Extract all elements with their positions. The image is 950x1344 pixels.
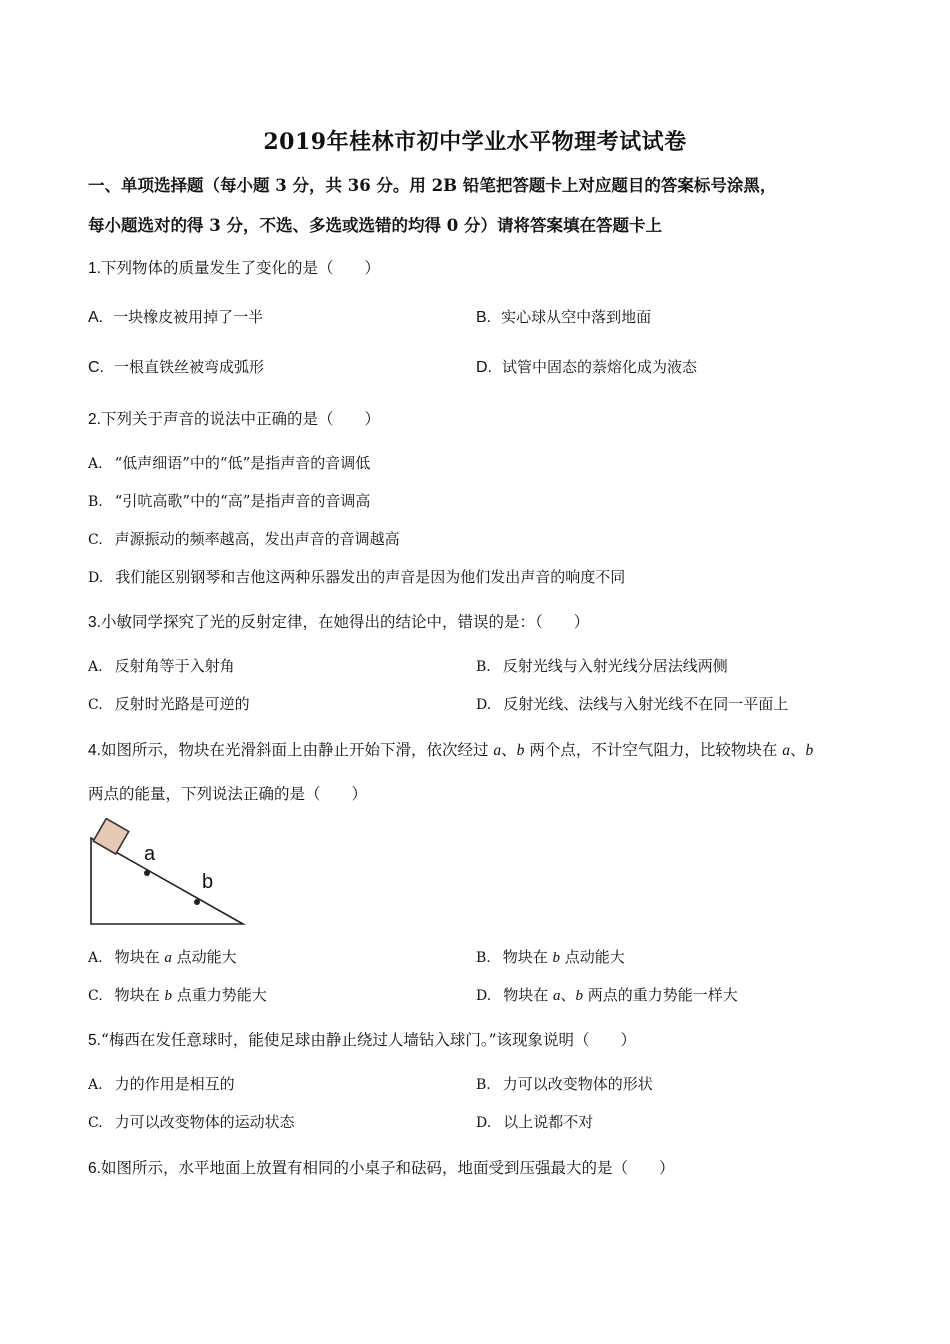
point-b-marker [194, 899, 200, 905]
q5-option-c[interactable]: C. 力可以改变物体的运动状态 [88, 1113, 295, 1131]
question-2 [88, 407, 380, 429]
question-3 [88, 610, 589, 632]
q3-option-b[interactable]: B. 反射光线与入射光线分居法线两侧 [476, 657, 728, 675]
q5-option-a[interactable]: A. 力的作用是相互的 [88, 1075, 235, 1093]
point-a-marker [144, 870, 150, 876]
question-4-line1: 4.如图所示，物块在光滑斜面上由静止开始下滑，依次经过 a、b 两个点，不计空气阻力，比较物块在 a、b [88, 741, 814, 759]
q1-option-b[interactable]: B. 实心球从空中落到地面 [476, 308, 652, 326]
point-a-label: a [144, 843, 156, 865]
question-stem: 下列关于声音的说法中正确的是（ ） [100, 410, 380, 428]
q1-option-d[interactable]: D. 试管中固态的萘熔化成为液态 [476, 358, 698, 376]
q1-option-a[interactable]: A. 一块橡皮被用掉了一半 [88, 308, 264, 326]
question-4-line2: 两点的能量，下列说法正确的是（ ） [88, 785, 368, 803]
q4-option-c[interactable]: C. 物块在 b 点重力势能大 [88, 986, 267, 1004]
point-b-label: b [202, 871, 214, 893]
section-heading-line2: 每小题选对的得 3 分，不选、多选或选错的均得 0 分）请将答案填在答题卡上 [88, 216, 662, 235]
question-6 [88, 1156, 674, 1178]
question-number: 2. [88, 411, 101, 428]
q3-option-c[interactable]: C. 反射时光路是可逆的 [88, 695, 250, 713]
incline-figure [88, 818, 248, 930]
q2-option-b[interactable]: B. “引吭高歌”中的“高”是指声音的音调高 [88, 492, 371, 510]
question-number: 4. [88, 742, 101, 759]
q4-option-b[interactable]: B. 物块在 b 点动能大 [476, 948, 625, 966]
sliding-block [93, 819, 129, 855]
question-stem: “梅西在发任意球时，能使足球由静止绕过人墙钻入球门。”该现象说明（ ） [100, 1031, 637, 1049]
question-stem: 小敏同学探究了光的反射定律，在她得出的结论中，错误的是：（ ） [100, 613, 590, 631]
question-5 [88, 1028, 636, 1050]
q4-option-d[interactable]: D. 物块在 a、b 两点的重力势能一样大 [476, 986, 738, 1004]
section-heading-line1: 一、单项选择题（每小题 3 分，共 36 分。用 2B 铅笔把答题卡上对应题目的答案标号涂黑， [88, 176, 777, 195]
q5-option-d[interactable]: D. 以上说都不对 [476, 1113, 594, 1131]
q4-option-a[interactable]: A. 物块在 a 点动能大 [88, 948, 237, 966]
q2-option-d[interactable]: D. 我们能区别钢琴和吉他这两种乐器发出的声音是因为他们发出声音的响度不同 [88, 568, 626, 586]
question-number: 3. [88, 614, 101, 631]
q2-option-c[interactable]: C. 声源振动的频率越高，发出声音的音调越高 [88, 530, 400, 548]
question-number: 1. [88, 260, 101, 277]
question-stem: 下列物体的质量发生了变化的是（ ） [100, 259, 380, 277]
page-title: 2019年桂林市初中学业水平物理考试试卷 [263, 129, 687, 155]
q5-option-b[interactable]: B. 力可以改变物体的形状 [476, 1075, 653, 1093]
q3-option-a[interactable]: A. 反射角等于入射角 [88, 657, 235, 675]
question-1 [88, 256, 380, 278]
q1-option-c[interactable]: C. 一根直铁丝被弯成弧形 [88, 358, 265, 376]
q2-option-a[interactable]: A. “低声细语”中的“低”是指声音的音调低 [88, 454, 371, 472]
q3-option-d[interactable]: D. 反射光线、法线与入射光线不在同一平面上 [476, 695, 789, 713]
question-stem: 如图所示，水平地面上放置有相同的小桌子和砝码，地面受到压强最大的是（ ） [100, 1159, 675, 1177]
question-number: 5. [88, 1032, 101, 1049]
question-number: 6. [88, 1160, 101, 1177]
